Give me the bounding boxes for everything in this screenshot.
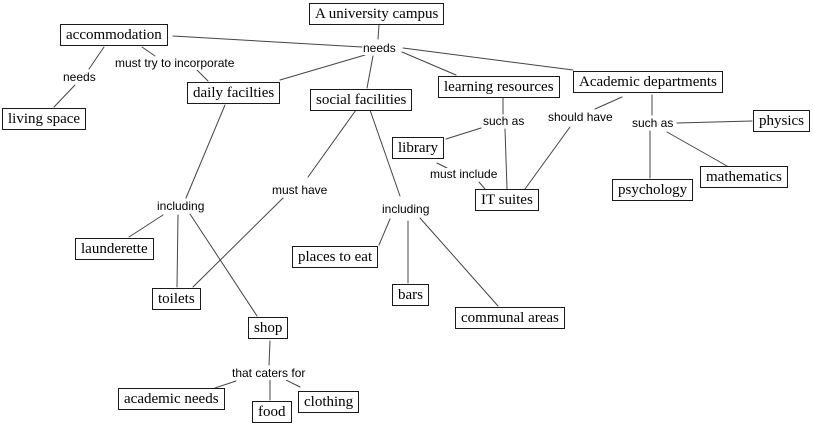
node-it-suites: IT suites [475, 189, 539, 211]
edge-label-such-as-academic: such as [632, 116, 674, 130]
edge-label-must-try: must try to incorporate [115, 56, 235, 70]
node-psychology: psychology [612, 179, 693, 201]
node-places-to-eat: places to eat [292, 246, 378, 268]
edge-label-must-have: must have [272, 183, 328, 197]
node-academic-departments: Academic departments [573, 71, 723, 93]
node-social-facilities: social facilities [310, 89, 412, 111]
node-launderette: launderette [75, 238, 154, 260]
edge-label-that-caters-for: that caters for [232, 366, 306, 380]
edge-label-needs-hub: needs [363, 41, 396, 55]
node-learning-resources: learning resources [438, 76, 560, 98]
edge-label-must-include: must include [430, 167, 498, 181]
node-academic-needs: academic needs [118, 388, 225, 410]
edge-label-including-social: including [382, 202, 430, 216]
node-bars: bars [392, 284, 429, 306]
node-library: library [392, 137, 444, 159]
node-campus: A university campus [309, 3, 444, 25]
node-toilets: toilets [152, 288, 201, 310]
node-living-space: living space [2, 108, 86, 130]
edge-label-such-as-learning: such as [483, 114, 525, 128]
edge-label-should-have: should have [548, 110, 613, 124]
node-food: food [252, 401, 292, 423]
edge-label-needs-accommodation: needs [63, 70, 96, 84]
node-daily-facilties: daily facilties [187, 82, 280, 104]
node-accommodation: accommodation [60, 24, 168, 46]
node-shop: shop [248, 317, 288, 339]
node-communal-areas: communal areas [455, 307, 565, 329]
node-clothing: clothing [298, 391, 359, 413]
node-physics: physics [753, 110, 810, 132]
node-mathematics: mathematics [700, 166, 788, 188]
edge-label-including-daily: including [157, 199, 205, 213]
